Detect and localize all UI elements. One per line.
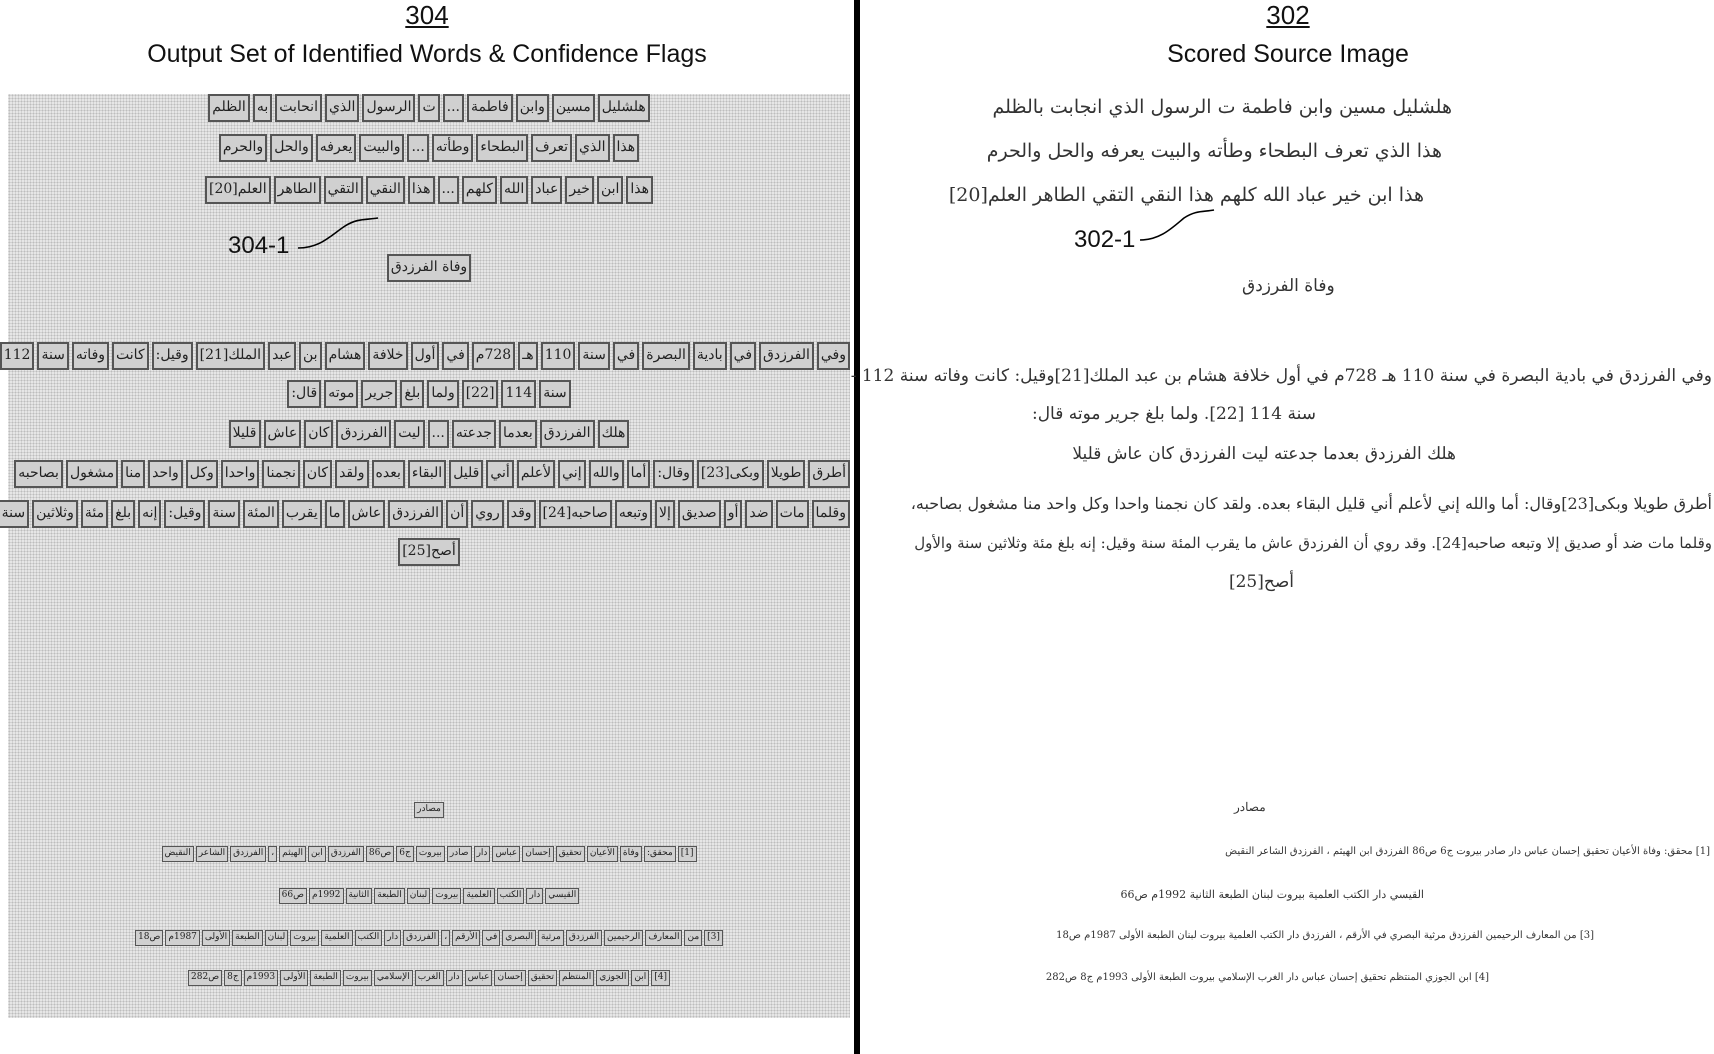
- identified-word-box: سنة: [539, 380, 570, 408]
- identified-word-box: من: [684, 930, 702, 946]
- identified-word-box: ج6: [396, 846, 414, 862]
- identified-word-box: دار: [526, 888, 543, 904]
- identified-word-box: هشام: [325, 342, 366, 370]
- identified-word-box: ابن: [631, 970, 649, 986]
- identified-word-box: في: [482, 930, 500, 946]
- identified-word-box: الظلم: [208, 94, 250, 122]
- identified-word-box: القيسي: [545, 888, 579, 904]
- reference-label-304-1: 304-1: [228, 232, 290, 259]
- identified-word-box: أني: [486, 460, 513, 488]
- identified-word-box: مشغول: [66, 460, 118, 488]
- identified-word-box: الله: [500, 176, 528, 204]
- identified-word-box: الملك[21]: [196, 342, 265, 370]
- identified-word-box: العلم[20]: [205, 176, 271, 204]
- identified-word-box: إلا: [655, 500, 675, 528]
- identified-word-box: ...: [443, 94, 464, 122]
- identified-word-box: ص66: [279, 888, 307, 904]
- identified-word-box: ...: [428, 420, 449, 448]
- identified-word-box: الكتب: [497, 888, 525, 904]
- identified-word-box: 110: [541, 342, 576, 370]
- identified-word-box: 114: [501, 380, 536, 408]
- identified-word-box: الجوزي: [596, 970, 629, 986]
- source-section-heading: وفاة الفرزدق: [1242, 276, 1335, 296]
- identified-word-box: البصري: [502, 930, 536, 946]
- identified-word-box: وتبعه: [615, 500, 652, 528]
- identified-word-box: 1993م: [244, 970, 278, 986]
- identified-word-box: قليلا: [229, 420, 261, 448]
- figure-number-302: 302: [1266, 0, 1310, 30]
- identified-word-box: خلافة: [368, 342, 407, 370]
- identified-word-box: ضد: [745, 500, 772, 528]
- source-footer-heading: مصادر: [1234, 800, 1266, 814]
- identified-word-box: وثلاثين: [32, 500, 78, 528]
- identified-word-box: نجمنا: [262, 460, 300, 488]
- identified-word-box: عباس: [492, 846, 520, 862]
- identified-word-box: مصادر: [414, 802, 444, 818]
- identified-word-box: وفي: [817, 342, 850, 370]
- identified-word-box: يقرب: [282, 500, 322, 528]
- identified-word-box: الفرزدق: [403, 930, 439, 946]
- identified-word-box: ص18: [135, 930, 163, 946]
- source-body-line-3: هلك الفرزدق بعدما جدعته ليت الفرزدق كان عاش قليلا: [1072, 444, 1456, 464]
- identified-word-box: ج8: [224, 970, 242, 986]
- source-footnote-1: [1] محقق: وفاة الأعيان تحقيق إحسان عباس دار صادر بيروت ج6 ص86 الفرزدق ابن الهيثم ، الفرزدق الشاعر النقيض: [1225, 846, 1710, 857]
- identified-word-box: صاحبه[24]: [539, 500, 612, 528]
- identified-word-box: أما: [627, 460, 651, 488]
- output-body-line-5: [0, 500, 850, 528]
- identified-word-box: التقي: [324, 176, 363, 204]
- identified-word-box: سنة: [37, 342, 68, 370]
- identified-word-box: تحقيق: [556, 846, 585, 862]
- identified-word-box: قليل: [449, 460, 483, 488]
- identified-word-box: هذا: [613, 134, 640, 162]
- identified-word-box: الطبعة: [374, 888, 405, 904]
- identified-word-box: مرثية: [538, 930, 564, 946]
- reference-leader-line-302: [862, 0, 1714, 300]
- identified-word-box: ولما: [427, 380, 458, 408]
- output-panel-title: Output Set of Identified Words & Confidence Flags: [147, 40, 707, 68]
- identified-word-box: الفرزدق: [336, 420, 391, 448]
- source-header-line-3: هذا ابن خير عباد الله كلهم هذا النقي التقي الطاهر العلم[20]: [948, 184, 1424, 206]
- identified-word-box: بصاحبه: [14, 460, 63, 488]
- identified-word-box: [22]: [462, 380, 499, 408]
- source-body-line-5: وقلما مات ضد أو صديق إلا وتبعه صاحبه[24]. وقد روي أن الفرزدق عاش ما يقرب المئة سنة وقيل: إنه بلغ مئة وثلاثين سنة والأول: [914, 534, 1712, 552]
- identified-word-box: جرير: [361, 380, 397, 408]
- identified-word-box: 1992م: [309, 888, 343, 904]
- output-body-line-6: [8, 538, 850, 566]
- identified-word-box: الشاعر: [196, 846, 228, 862]
- identified-word-box: إني: [558, 460, 585, 488]
- identified-word-box: هلشليل: [598, 94, 650, 122]
- identified-word-box: ...: [407, 134, 428, 162]
- identified-word-box: عاش: [348, 500, 386, 528]
- identified-word-box: عباد: [531, 176, 562, 204]
- identified-word-box: المئة: [243, 500, 279, 528]
- output-panel: [0, 0, 854, 1054]
- identified-word-box: تعرف: [531, 134, 572, 162]
- identified-word-box: الفرزدق: [759, 342, 814, 370]
- reference-leader-line-304: [0, 0, 854, 300]
- source-footnote-3: [3] من المعارف الرحيمين الفرزدق مرثية البصري في الأرقم ، الفرزدق دار الكتب العلمية بيروت لبنان الطبعة الأولى 1987م ص18: [1056, 930, 1594, 941]
- identified-word-box: [1]: [678, 846, 697, 862]
- identified-word-box: والله: [589, 460, 624, 488]
- identified-word-box: واحد: [148, 460, 183, 488]
- identified-word-box: جدعته: [452, 420, 496, 448]
- identified-word-box: الطبعة: [310, 970, 341, 986]
- identified-word-box: الفرزدق: [328, 846, 364, 862]
- identified-word-box: إنه: [138, 500, 161, 528]
- identified-word-box: العلمية: [463, 888, 494, 904]
- identified-word-box: ...: [438, 176, 459, 204]
- identified-word-box: بيروت: [343, 970, 372, 986]
- output-footnote-4: [8, 970, 850, 986]
- identified-word-box: ت: [418, 94, 439, 122]
- identified-word-box: أصح[25]: [398, 538, 460, 566]
- source-body-line-2: سنة 114 [22]. ولما بلغ جرير موته قال:: [1031, 404, 1316, 424]
- identified-word-box: محقق:: [644, 846, 676, 862]
- identified-word-box: الفرزدق: [388, 500, 443, 528]
- identified-word-box: بعده: [372, 460, 405, 488]
- output-body-line-1: [0, 342, 850, 370]
- identified-word-box: الكتب: [355, 930, 383, 946]
- identified-word-box: الأعيان: [587, 846, 618, 862]
- identified-word-box: وبكى[23]: [697, 460, 764, 488]
- identified-word-box: دار: [446, 970, 463, 986]
- identified-word-box: إحسان: [522, 846, 553, 862]
- identified-word-box: النقي: [366, 176, 405, 204]
- identified-word-box: كلهم: [462, 176, 497, 204]
- output-body-line-2: [8, 380, 850, 408]
- identified-word-box: الذي: [575, 134, 609, 162]
- identified-word-box: دار: [474, 846, 491, 862]
- identified-word-box: ابن: [308, 846, 326, 862]
- identified-word-box: عباس: [465, 970, 493, 986]
- identified-word-box: ابن: [597, 176, 623, 204]
- identified-word-box: البطحاء: [476, 134, 528, 162]
- identified-word-box: ما: [325, 500, 345, 528]
- identified-word-box: في: [442, 342, 468, 370]
- identified-word-box: كان: [304, 420, 333, 448]
- identified-word-box: كان: [303, 460, 332, 488]
- identified-word-box: وقلما: [812, 500, 850, 528]
- identified-word-box: لبنان: [265, 930, 289, 946]
- identified-word-box: 1987م: [165, 930, 199, 946]
- identified-word-box: هذا: [626, 176, 653, 204]
- source-header-line-2: هذا الذي تعرف البطحاء وطأته والبيت يعرفه والحل والحرم: [986, 140, 1442, 162]
- identified-word-box: خير: [565, 176, 594, 204]
- identified-word-box: انحابت: [275, 94, 322, 122]
- identified-word-box: هذا: [408, 176, 435, 204]
- identified-word-box: في: [613, 342, 639, 370]
- identified-word-box: به: [253, 94, 272, 122]
- identified-word-box: بيروت: [290, 930, 319, 946]
- identified-word-box: والبيت: [359, 134, 404, 162]
- identified-word-box: الأرقم: [452, 930, 480, 946]
- identified-word-box: بادية: [693, 342, 727, 370]
- identified-word-box: النقيض: [162, 846, 194, 862]
- identified-word-box: ص282: [188, 970, 222, 986]
- source-panel: [850, 0, 1714, 1054]
- output-footer-heading: [8, 802, 850, 818]
- identified-word-box: أو: [724, 500, 743, 528]
- identified-word-box: بعدما: [499, 420, 537, 448]
- identified-word-box: بيروت: [416, 846, 445, 862]
- output-footnote-1: [8, 846, 850, 862]
- output-body-line-3: [8, 420, 850, 448]
- identified-word-box: أطرق: [808, 460, 850, 488]
- identified-word-box: [3]: [704, 930, 723, 946]
- source-body-line-1: وفي الفرزدق في بادية البصرة في سنة 110 هـ 728م في أول خلافة هشام بن عبد الملك[21]وقيل: كانت وفاته سنة 112 -: [850, 366, 1712, 386]
- identified-word-box: الذي: [325, 94, 359, 122]
- identified-word-box: مئة: [81, 500, 108, 528]
- identified-word-box: وفاة الفرزدق: [387, 254, 471, 282]
- identified-word-box: 728م: [472, 342, 515, 370]
- identified-word-box: الفرزدق: [540, 420, 595, 448]
- identified-word-box: صديق: [678, 500, 721, 528]
- identified-word-box: في: [730, 342, 756, 370]
- identified-word-box: سنة: [578, 342, 609, 370]
- identified-word-box: وابن: [516, 94, 549, 122]
- identified-word-box: واحدا: [221, 460, 260, 488]
- identified-word-box: لبنان: [407, 888, 431, 904]
- identified-word-box: المنتظم: [559, 970, 594, 986]
- identified-word-box: منا: [121, 460, 145, 488]
- identified-word-box: الأولى: [202, 930, 230, 946]
- identified-word-box: الفرزدق: [566, 930, 602, 946]
- source-footnote-2: القيسي دار الكتب العلمية بيروت لبنان الطبعة الثانية 1992م ص66: [1120, 888, 1424, 901]
- identified-word-box: وقيل:: [164, 500, 205, 528]
- identified-word-box: الطاهر: [274, 176, 321, 204]
- identified-word-box: بيروت: [432, 888, 461, 904]
- identified-word-box: الرحيمين: [604, 930, 643, 946]
- identified-word-box: ص86: [366, 846, 394, 862]
- identified-word-box: والحرم: [219, 134, 267, 162]
- identified-word-box: ،: [441, 930, 450, 946]
- identified-word-box: المعارف: [645, 930, 682, 946]
- identified-word-box: قال:: [287, 380, 321, 408]
- identified-word-box: ليت: [394, 420, 424, 448]
- identified-word-box: سنة: [208, 500, 239, 528]
- identified-word-box: هـ: [518, 342, 537, 370]
- identified-word-box: وكل: [186, 460, 218, 488]
- identified-word-box: البقاء: [408, 460, 446, 488]
- identified-word-box: وفاته: [72, 342, 109, 370]
- identified-word-box: لأعلم: [517, 460, 555, 488]
- identified-word-box: والحل: [270, 134, 313, 162]
- identified-word-box: تحقيق: [528, 970, 557, 986]
- identified-word-box: صادر: [447, 846, 472, 862]
- identified-word-box: الطبعة: [232, 930, 263, 946]
- identified-word-box: عاش: [264, 420, 302, 448]
- identified-word-box: بن: [299, 342, 322, 370]
- identified-word-box: [4]: [651, 970, 670, 986]
- source-footnote-4: [4] ابن الجوزي المنتظم تحقيق إحسان عباس دار الغرب الإسلامي بيروت الطبعة الأولى 1993م ج8 ص282: [1045, 972, 1489, 983]
- identified-word-box: وقال:: [653, 460, 694, 488]
- figure-number-304: 304: [405, 0, 449, 30]
- identified-word-box: عبد: [268, 342, 296, 370]
- panel-divider: [854, 0, 860, 1054]
- identified-word-box: روي: [471, 500, 503, 528]
- identified-word-box: العلمية: [321, 930, 352, 946]
- identified-word-box: الفرزدق: [230, 846, 266, 862]
- identified-word-box: مسين: [552, 94, 595, 122]
- identified-word-box: ،: [268, 846, 277, 862]
- identified-word-box: طويلا: [767, 460, 806, 488]
- identified-word-box: يعرفه: [316, 134, 357, 162]
- identified-word-box: الإسلامي: [374, 970, 413, 986]
- identified-word-box: الأولى: [280, 970, 308, 986]
- identified-word-box: هلك: [598, 420, 630, 448]
- identified-word-box: وفاة: [620, 846, 642, 862]
- source-body-line-4: أطرق طويلا وبكى[23]وقال: أما والله إني لأعلم أني قليل البقاء بعده. ولقد كان نجمنا واحدا وكل واحد منا مشغول بصاحبه،: [910, 494, 1712, 513]
- identified-word-box: الثانية: [346, 888, 373, 904]
- identified-word-box: دار: [384, 930, 401, 946]
- identified-word-box: وقد: [507, 500, 536, 528]
- identified-word-box: إحسان: [494, 970, 525, 986]
- identified-word-box: ولقد: [335, 460, 368, 488]
- identified-word-box: سنة: [0, 500, 29, 528]
- identified-word-box: وقيل:: [152, 342, 193, 370]
- identified-word-box: موته: [324, 380, 358, 408]
- identified-word-box: 112: [0, 342, 34, 370]
- output-body-line-4: [14, 460, 850, 488]
- identified-word-box: أول: [411, 342, 440, 370]
- identified-word-box: مات: [776, 500, 809, 528]
- identified-word-box: فاطمة: [467, 94, 513, 122]
- identified-word-box: كانت: [112, 342, 149, 370]
- source-panel-title: Scored Source Image: [1167, 40, 1409, 68]
- reference-label-302-1: 302-1: [1074, 226, 1136, 253]
- identified-word-box: الغرب: [415, 970, 444, 986]
- identified-word-box: البصرة: [642, 342, 690, 370]
- output-footnote-2: [8, 888, 850, 904]
- identified-word-box: بلغ: [111, 500, 135, 528]
- output-footnote-3: [8, 930, 850, 946]
- identified-word-box: أن: [446, 500, 468, 528]
- source-body-line-6: أصح[25]: [1228, 572, 1294, 592]
- source-header-line-1: هلشليل مسين وابن فاطمة ت الرسول الذي انجابت بالظلم: [992, 96, 1452, 118]
- identified-word-box: وطأته: [432, 134, 474, 162]
- identified-word-box: الهيثم: [279, 846, 306, 862]
- identified-word-box: بلغ: [400, 380, 424, 408]
- identified-word-box: الرسول: [362, 94, 415, 122]
